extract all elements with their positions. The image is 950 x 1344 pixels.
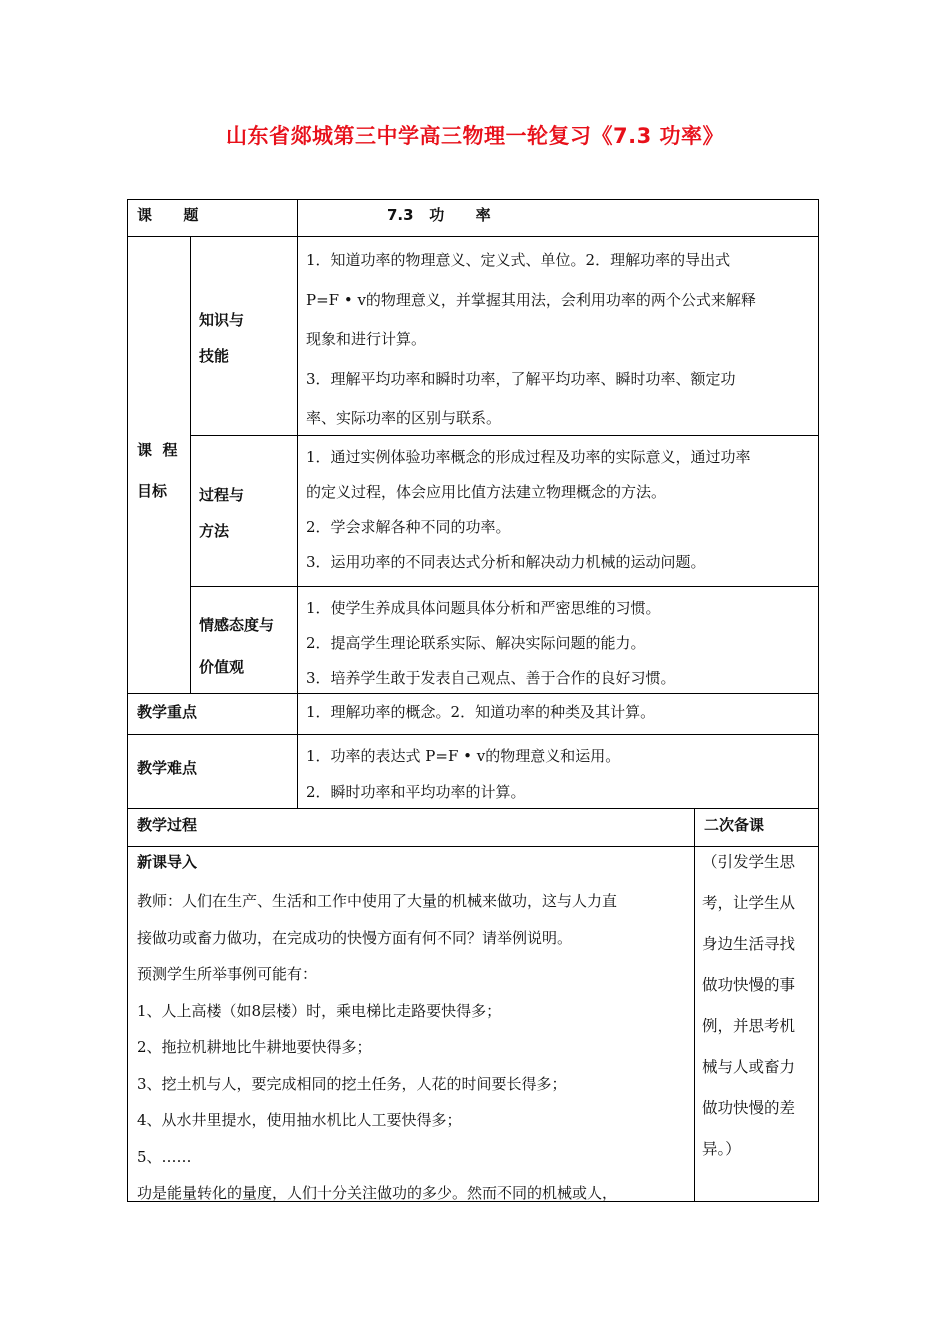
document-title: 山东省郯城第三中学高三物理一轮复习《7.3 功率》 bbox=[225, 124, 724, 148]
key-point-label: 教学重点 bbox=[137, 703, 198, 721]
knowledge-label: 知识与 技能 bbox=[199, 311, 245, 365]
process-label: 过程与 方法 bbox=[199, 486, 245, 540]
intro-heading: 新课导入 bbox=[137, 853, 198, 871]
second-prep-label: 二次备课 bbox=[704, 816, 765, 834]
intro-content: 教师：人们在生产、生活和工作中使用了大量的机械来做功，这与人力直 接做功或畜力做功，在完成功的快慢方面有何不同？请举例说明。 预测学生所举事例可能有： 1、人上高楼（如8层楼）时，乘电梯比走路要快得多； 2、拖拉机耕地比牛耕地要快得多； 3、挖土机与人，要完成相同的挖土任务，人花的时间要长得多； 4、从水井里提水，使用抽水机比人工要快得多； 5、…… 功是能量转化的量度，人们十分关注做功的多少。然而不同的机械或人， bbox=[137, 892, 618, 1202]
process-content: 1．通过实例体验功率概念的形成过程及功率的实际意义，通过功率 的定义过程，体会应用比值方法建立物理概念的方法。 2．学会求解各种不同的功率。 3．运用功率的不同表达式分析和解决动力机械的运动问题。 bbox=[306, 448, 751, 571]
key-point-text: 1．理解功率的概念。2．知道功率的种类及其计算。 bbox=[306, 703, 656, 721]
difficulty-content: 1．功率的表达式 P=F • v的物理意义和运用。 2．瞬时功率和平均功率的计算。 bbox=[306, 747, 621, 801]
side-note: （引发学生思 考，让学生从 身边生活寻找 做功快慢的事 例，并思考机 械与人或畜力 做功快慢的差 异。） bbox=[702, 853, 796, 1158]
goal-label: 课 程 目标 bbox=[137, 441, 178, 500]
topic-value: 7.3 功 率 bbox=[387, 206, 491, 224]
topic-label: 课 题 bbox=[137, 206, 199, 224]
emotion-content: 1．使学生养成具体问题具体分析和严密思维的习惯。 2．提高学生理论联系实际、解决实际问题的能力。 3．培养学生敢于发表自己观点、善于合作的良好习惯。 bbox=[306, 599, 676, 687]
emotion-label: 情感态度与 价值观 bbox=[199, 616, 275, 676]
teaching-process-label: 教学过程 bbox=[137, 816, 198, 834]
knowledge-content: 1．知道功率的物理意义、定义式、单位。2．理解功率的导出式 P=F • v的物理意义，并掌握其用法，会利用功率的两个公式来解释 现象和进行计算。 3．理解平均功率和瞬时功率，了解平均功率、瞬时功率、额定功 率、实际功率的区别与联系。 bbox=[306, 251, 756, 427]
difficulty-label: 教学难点 bbox=[137, 759, 198, 777]
